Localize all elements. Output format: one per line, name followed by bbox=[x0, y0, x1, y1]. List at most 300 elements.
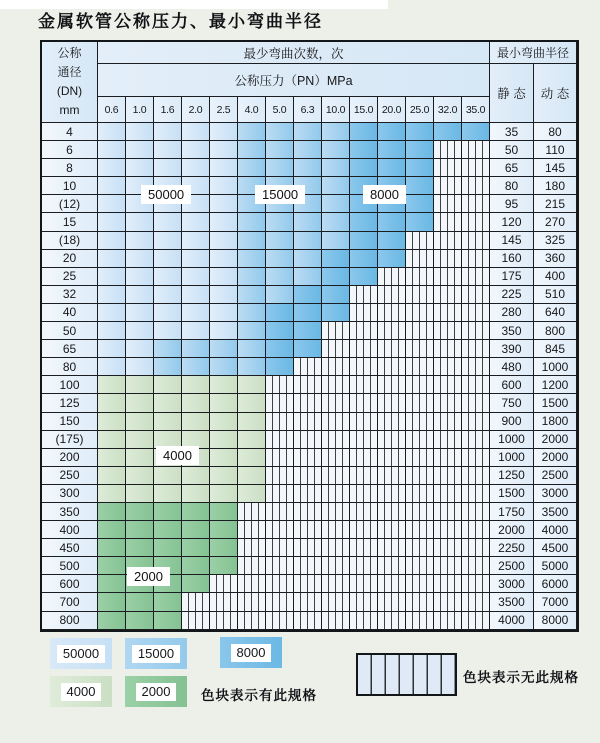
spec-cell-H bbox=[266, 449, 294, 467]
static-value-cell: 225 bbox=[490, 286, 534, 304]
spec-cell-H bbox=[378, 394, 406, 412]
spec-cell-M bbox=[322, 159, 350, 177]
dynamic-value-cell: 5000 bbox=[534, 557, 577, 575]
spec-cell-H bbox=[434, 521, 462, 539]
spec-cell-H bbox=[350, 485, 378, 503]
spec-cell-H bbox=[266, 413, 294, 431]
spec-cell-L bbox=[126, 232, 154, 250]
spec-cell-L bbox=[154, 322, 182, 340]
spec-cell-E bbox=[126, 612, 154, 630]
spec-cell-M bbox=[294, 141, 322, 159]
static-value-cell: 1000 bbox=[490, 449, 534, 467]
spec-cell-H bbox=[462, 250, 490, 268]
spec-cell-H bbox=[210, 575, 238, 593]
static-value-cell: 4000 bbox=[490, 612, 534, 630]
spec-cell-H bbox=[406, 268, 434, 286]
spec-cell-G bbox=[98, 467, 126, 485]
spec-cell-G bbox=[182, 394, 210, 412]
spec-cell-H bbox=[322, 394, 350, 412]
dn-cell: 8 bbox=[42, 159, 98, 177]
spec-cell-H bbox=[434, 431, 462, 449]
legend-swatch-label: 15000 bbox=[132, 645, 180, 663]
dn-cell: 450 bbox=[42, 539, 98, 557]
spec-cell-L bbox=[154, 159, 182, 177]
spec-cell-L bbox=[210, 177, 238, 195]
spec-cell-L bbox=[98, 268, 126, 286]
spec-cell-L bbox=[98, 340, 126, 358]
spec-cell-H bbox=[378, 304, 406, 322]
spec-cell-M bbox=[322, 123, 350, 141]
dn-cell: 40 bbox=[42, 304, 98, 322]
spec-cell-L bbox=[126, 159, 154, 177]
dynamic-value-cell: 845 bbox=[534, 340, 577, 358]
spec-cell-D bbox=[294, 304, 322, 322]
dynamic-value-cell: 1000 bbox=[534, 358, 577, 376]
dn-cell: 600 bbox=[42, 575, 98, 593]
spec-cell-G bbox=[210, 449, 238, 467]
dn-header-line: 公称 bbox=[57, 46, 82, 60]
spec-cell-H bbox=[434, 413, 462, 431]
spec-cell-M bbox=[266, 268, 294, 286]
spec-cell-D bbox=[294, 286, 322, 304]
spec-cell-E bbox=[154, 612, 182, 630]
spec-cell-M bbox=[266, 286, 294, 304]
spec-cell-H bbox=[182, 593, 210, 611]
spec-cell-G bbox=[126, 467, 154, 485]
spec-cell-G bbox=[182, 467, 210, 485]
spec-cell-H bbox=[406, 286, 434, 304]
spec-cell-M bbox=[294, 268, 322, 286]
dn-header-line: mm bbox=[59, 103, 80, 117]
legend-swatch-15000 bbox=[125, 638, 187, 669]
static-value-cell: 1500 bbox=[490, 485, 534, 503]
dn-cell: 6 bbox=[42, 141, 98, 159]
dn-cell: 700 bbox=[42, 593, 98, 611]
static-value-cell: 350 bbox=[490, 322, 534, 340]
spec-cell-L bbox=[154, 123, 182, 141]
spec-cell-M bbox=[238, 159, 266, 177]
spec-cell-H bbox=[434, 394, 462, 412]
static-value-cell: 750 bbox=[490, 394, 534, 412]
static-value-cell: 160 bbox=[490, 250, 534, 268]
spec-cell-L bbox=[126, 340, 154, 358]
pressure-tick: 0.6 bbox=[98, 97, 126, 123]
spec-cell-H bbox=[322, 340, 350, 358]
spec-cell-H bbox=[378, 521, 406, 539]
dn-cell: 32 bbox=[42, 286, 98, 304]
spec-cell-D bbox=[266, 340, 294, 358]
spec-cell-H bbox=[322, 358, 350, 376]
spec-cell-H bbox=[294, 575, 322, 593]
spec-cell-L bbox=[182, 213, 210, 231]
spec-cell-G bbox=[238, 376, 266, 394]
spec-cell-G bbox=[126, 394, 154, 412]
spec-cell-H bbox=[294, 593, 322, 611]
spec-cell-E bbox=[210, 503, 238, 521]
pressure-tick: 32.0 bbox=[434, 97, 462, 123]
spec-cell-L bbox=[210, 159, 238, 177]
static-value-cell: 1250 bbox=[490, 467, 534, 485]
pressure-tick: 20.0 bbox=[378, 97, 406, 123]
spec-cell-G bbox=[210, 376, 238, 394]
spec-cell-H bbox=[322, 612, 350, 630]
dynamic-value-cell: 400 bbox=[534, 268, 577, 286]
legend-swatch-2000 bbox=[125, 676, 187, 707]
spec-cell-H bbox=[406, 539, 434, 557]
spec-cell-L bbox=[182, 322, 210, 340]
spec-cell-L bbox=[210, 141, 238, 159]
spec-cell-G bbox=[154, 413, 182, 431]
spec-cell-H bbox=[378, 358, 406, 376]
spec-cell-H bbox=[322, 557, 350, 575]
spec-cell-L bbox=[154, 304, 182, 322]
static-header: 静 态 bbox=[490, 64, 534, 123]
spec-cell-D bbox=[350, 123, 378, 141]
spec-cell-H bbox=[238, 521, 266, 539]
spec-cell-H bbox=[406, 358, 434, 376]
spec-cell-L bbox=[182, 232, 210, 250]
spec-cell-H bbox=[462, 593, 490, 611]
spec-cell-H bbox=[378, 593, 406, 611]
spec-cell-H bbox=[406, 394, 434, 412]
spec-cell-L bbox=[182, 286, 210, 304]
spec-cell-H bbox=[434, 449, 462, 467]
spec-cell-H bbox=[210, 612, 238, 630]
legend-swatch-50000 bbox=[50, 638, 112, 669]
spec-cell-H bbox=[350, 394, 378, 412]
spec-cell-H bbox=[462, 159, 490, 177]
spec-cell-H bbox=[378, 340, 406, 358]
dn-cell: 400 bbox=[42, 521, 98, 539]
spec-cell-L bbox=[210, 286, 238, 304]
dn-cell: 10 bbox=[42, 177, 98, 195]
spec-cell-G bbox=[210, 485, 238, 503]
spec-cell-L bbox=[182, 250, 210, 268]
spec-cell-M bbox=[322, 213, 350, 231]
legend-has-spec-text: 色块表示有此规格 bbox=[201, 688, 317, 703]
spec-cell-L bbox=[98, 195, 126, 213]
legend-swatch-8000 bbox=[220, 637, 282, 668]
spec-cell-G bbox=[98, 485, 126, 503]
spec-cell-M bbox=[266, 141, 294, 159]
spec-cell-H bbox=[266, 394, 294, 412]
spec-cell-H bbox=[434, 159, 462, 177]
dn-cell: 250 bbox=[42, 467, 98, 485]
spec-cell-E bbox=[154, 593, 182, 611]
spec-cell-D bbox=[378, 213, 406, 231]
spec-cell-L bbox=[98, 358, 126, 376]
spec-cell-L bbox=[154, 268, 182, 286]
static-value-cell: 2250 bbox=[490, 539, 534, 557]
spec-cell-H bbox=[434, 177, 462, 195]
spec-cell-H bbox=[462, 557, 490, 575]
spec-cell-H bbox=[462, 539, 490, 557]
spec-cell-G bbox=[98, 431, 126, 449]
spec-cell-G bbox=[210, 467, 238, 485]
spec-cell-H bbox=[434, 250, 462, 268]
spec-cell-D bbox=[378, 141, 406, 159]
spec-cell-G bbox=[98, 449, 126, 467]
spec-cell-H bbox=[266, 485, 294, 503]
spec-cell-H bbox=[434, 304, 462, 322]
spec-cell-M bbox=[322, 195, 350, 213]
static-value-cell: 3500 bbox=[490, 593, 534, 611]
dynamic-value-cell: 110 bbox=[534, 141, 577, 159]
spec-cell-H bbox=[378, 268, 406, 286]
spec-cell-H bbox=[406, 431, 434, 449]
spec-cell-G bbox=[98, 413, 126, 431]
spec-cell-H bbox=[378, 467, 406, 485]
spec-cell-H bbox=[378, 322, 406, 340]
spec-cell-L bbox=[98, 250, 126, 268]
spec-cell-M bbox=[238, 250, 266, 268]
spec-cell-H bbox=[294, 394, 322, 412]
dynamic-value-cell: 80 bbox=[534, 123, 577, 141]
dn-cell: 500 bbox=[42, 557, 98, 575]
dynamic-header: 动 态 bbox=[534, 64, 577, 123]
spec-cell-H bbox=[294, 413, 322, 431]
spec-cell-L bbox=[98, 213, 126, 231]
spec-cell-D bbox=[350, 141, 378, 159]
spec-cell-H bbox=[462, 431, 490, 449]
region-label-8000: 8000 bbox=[363, 185, 406, 204]
spec-cell-H bbox=[378, 612, 406, 630]
legend-swatch-4000 bbox=[50, 676, 112, 707]
spec-cell-H bbox=[462, 485, 490, 503]
spec-cell-H bbox=[350, 575, 378, 593]
bend-times-header: 最少弯曲次数，次 bbox=[98, 42, 490, 64]
dynamic-value-cell: 4000 bbox=[534, 521, 577, 539]
spec-cell-E bbox=[154, 521, 182, 539]
legend-swatch-label: 2000 bbox=[136, 683, 177, 701]
static-value-cell: 3000 bbox=[490, 575, 534, 593]
spec-cell-D bbox=[406, 177, 434, 195]
spec-cell-G bbox=[126, 376, 154, 394]
spec-cell-H bbox=[434, 503, 462, 521]
spec-cell-L bbox=[154, 286, 182, 304]
dynamic-value-cell: 1200 bbox=[534, 376, 577, 394]
spec-cell-E bbox=[154, 503, 182, 521]
spec-cell-L bbox=[98, 141, 126, 159]
dn-cell: 200 bbox=[42, 449, 98, 467]
spec-cell-H bbox=[462, 340, 490, 358]
spec-cell-H bbox=[182, 612, 210, 630]
spec-cell-H bbox=[406, 467, 434, 485]
spec-cell-E bbox=[98, 521, 126, 539]
spec-cell-H bbox=[434, 539, 462, 557]
spec-cell-H bbox=[406, 376, 434, 394]
spec-cell-L bbox=[182, 159, 210, 177]
spec-cell-E bbox=[210, 557, 238, 575]
spec-cell-L bbox=[210, 268, 238, 286]
spec-cell-E bbox=[98, 612, 126, 630]
spec-cell-M bbox=[266, 123, 294, 141]
dynamic-value-cell: 800 bbox=[534, 322, 577, 340]
spec-cell-H bbox=[434, 213, 462, 231]
spec-cell-L bbox=[98, 286, 126, 304]
pressure-tick: 1.6 bbox=[154, 97, 182, 123]
spec-cell-G bbox=[210, 431, 238, 449]
spec-cell-L bbox=[210, 195, 238, 213]
spec-cell-H bbox=[406, 593, 434, 611]
spec-cell-D bbox=[378, 159, 406, 177]
dn-cell: 15 bbox=[42, 213, 98, 231]
spec-cell-D bbox=[378, 123, 406, 141]
spec-cell-H bbox=[266, 575, 294, 593]
pressure-tick: 6.3 bbox=[294, 97, 322, 123]
spec-cell-H bbox=[434, 340, 462, 358]
spec-cell-E bbox=[98, 557, 126, 575]
spec-cell-M bbox=[322, 177, 350, 195]
spec-cell-H bbox=[266, 431, 294, 449]
spec-cell-M bbox=[238, 322, 266, 340]
spec-cell-G bbox=[238, 394, 266, 412]
spec-cell-H bbox=[266, 539, 294, 557]
dynamic-value-cell: 2500 bbox=[534, 467, 577, 485]
radius-header: 最小弯曲半径 bbox=[490, 42, 577, 64]
spec-cell-L bbox=[126, 268, 154, 286]
spec-cell-D bbox=[350, 268, 378, 286]
spec-cell-L bbox=[154, 213, 182, 231]
spec-cell-L bbox=[182, 304, 210, 322]
spec-cell-H bbox=[434, 358, 462, 376]
spec-cell-M bbox=[238, 358, 266, 376]
spec-cell-M bbox=[266, 232, 294, 250]
dn-cell: 65 bbox=[42, 340, 98, 358]
spec-cell-M bbox=[294, 250, 322, 268]
spec-cell-H bbox=[462, 503, 490, 521]
spec-cell-H bbox=[322, 322, 350, 340]
spec-cell-G bbox=[182, 485, 210, 503]
dynamic-value-cell: 270 bbox=[534, 213, 577, 231]
spec-cell-H bbox=[462, 213, 490, 231]
spec-cell-E bbox=[98, 593, 126, 611]
static-value-cell: 120 bbox=[490, 213, 534, 231]
static-value-cell: 65 bbox=[490, 159, 534, 177]
spec-cell-H bbox=[322, 593, 350, 611]
spec-cell-D bbox=[350, 159, 378, 177]
spec-cell-H bbox=[434, 557, 462, 575]
spec-cell-H bbox=[350, 503, 378, 521]
static-value-cell: 280 bbox=[490, 304, 534, 322]
spec-cell-E bbox=[126, 539, 154, 557]
spec-cell-H bbox=[294, 485, 322, 503]
spec-cell-H bbox=[406, 612, 434, 630]
region-label-15000: 15000 bbox=[255, 185, 305, 204]
spec-cell-H bbox=[350, 449, 378, 467]
spec-cell-D bbox=[406, 141, 434, 159]
spec-cell-H bbox=[322, 485, 350, 503]
spec-cell-H bbox=[294, 431, 322, 449]
dn-cell: 50 bbox=[42, 322, 98, 340]
spec-cell-L bbox=[154, 250, 182, 268]
dn-cell: 800 bbox=[42, 612, 98, 630]
static-value-cell: 2500 bbox=[490, 557, 534, 575]
static-value-cell: 50 bbox=[490, 141, 534, 159]
spec-cell-H bbox=[406, 304, 434, 322]
spec-cell-H bbox=[350, 376, 378, 394]
spec-cell-H bbox=[294, 503, 322, 521]
spec-cell-H bbox=[350, 593, 378, 611]
spec-cell-H bbox=[350, 467, 378, 485]
spec-cell-H bbox=[462, 612, 490, 630]
spec-cell-H bbox=[378, 557, 406, 575]
dn-cell: 100 bbox=[42, 376, 98, 394]
spec-cell-H bbox=[462, 322, 490, 340]
spec-cell-H bbox=[322, 503, 350, 521]
spec-cell-M bbox=[238, 123, 266, 141]
spec-cell-H bbox=[462, 376, 490, 394]
spec-cell-L bbox=[210, 232, 238, 250]
dn-header-line: 通径 bbox=[57, 65, 82, 79]
spec-cell-M bbox=[210, 358, 238, 376]
spec-cell-H bbox=[378, 431, 406, 449]
spec-cell-D bbox=[462, 123, 490, 141]
spec-cell-E bbox=[182, 539, 210, 557]
spec-cell-H bbox=[350, 286, 378, 304]
spec-cell-G bbox=[238, 431, 266, 449]
spec-cell-H bbox=[406, 485, 434, 503]
spec-cell-L bbox=[126, 123, 154, 141]
spec-cell-M bbox=[266, 213, 294, 231]
static-value-cell: 1000 bbox=[490, 431, 534, 449]
spec-cell-H bbox=[238, 612, 266, 630]
spec-cell-M bbox=[154, 358, 182, 376]
spec-cell-H bbox=[266, 612, 294, 630]
spec-cell-L bbox=[210, 250, 238, 268]
static-value-cell: 175 bbox=[490, 268, 534, 286]
spec-cell-L bbox=[126, 213, 154, 231]
spec-cell-H bbox=[378, 575, 406, 593]
spec-cell-H bbox=[322, 376, 350, 394]
dn-cell: 350 bbox=[42, 503, 98, 521]
pressure-tick: 35.0 bbox=[462, 97, 490, 123]
spec-cell-H bbox=[378, 376, 406, 394]
spec-table bbox=[40, 40, 579, 632]
static-value-cell: 1750 bbox=[490, 503, 534, 521]
static-value-cell: 480 bbox=[490, 358, 534, 376]
spec-cell-H bbox=[406, 449, 434, 467]
spec-cell-H bbox=[350, 358, 378, 376]
static-value-cell: 600 bbox=[490, 376, 534, 394]
spec-cell-M bbox=[210, 340, 238, 358]
spec-cell-G bbox=[154, 394, 182, 412]
spec-cell-H bbox=[294, 358, 322, 376]
spec-cell-H bbox=[378, 485, 406, 503]
spec-cell-L bbox=[210, 322, 238, 340]
spec-cell-D bbox=[266, 358, 294, 376]
dn-header bbox=[42, 42, 98, 123]
spec-cell-L bbox=[154, 141, 182, 159]
spec-cell-H bbox=[238, 503, 266, 521]
spec-cell-H bbox=[406, 322, 434, 340]
spec-cell-D bbox=[322, 268, 350, 286]
pressure-tick: 1.0 bbox=[126, 97, 154, 123]
dynamic-value-cell: 4500 bbox=[534, 539, 577, 557]
spec-cell-H bbox=[434, 467, 462, 485]
spec-cell-H bbox=[434, 232, 462, 250]
spec-cell-H bbox=[322, 521, 350, 539]
spec-cell-E bbox=[182, 557, 210, 575]
static-value-cell: 80 bbox=[490, 177, 534, 195]
spec-cell-E bbox=[126, 521, 154, 539]
legend-swatch-label: 8000 bbox=[231, 644, 272, 662]
spec-cell-L bbox=[154, 232, 182, 250]
dynamic-value-cell: 8000 bbox=[534, 612, 577, 630]
dynamic-value-cell: 2000 bbox=[534, 449, 577, 467]
spec-cell-M bbox=[322, 141, 350, 159]
spec-cell-H bbox=[378, 449, 406, 467]
